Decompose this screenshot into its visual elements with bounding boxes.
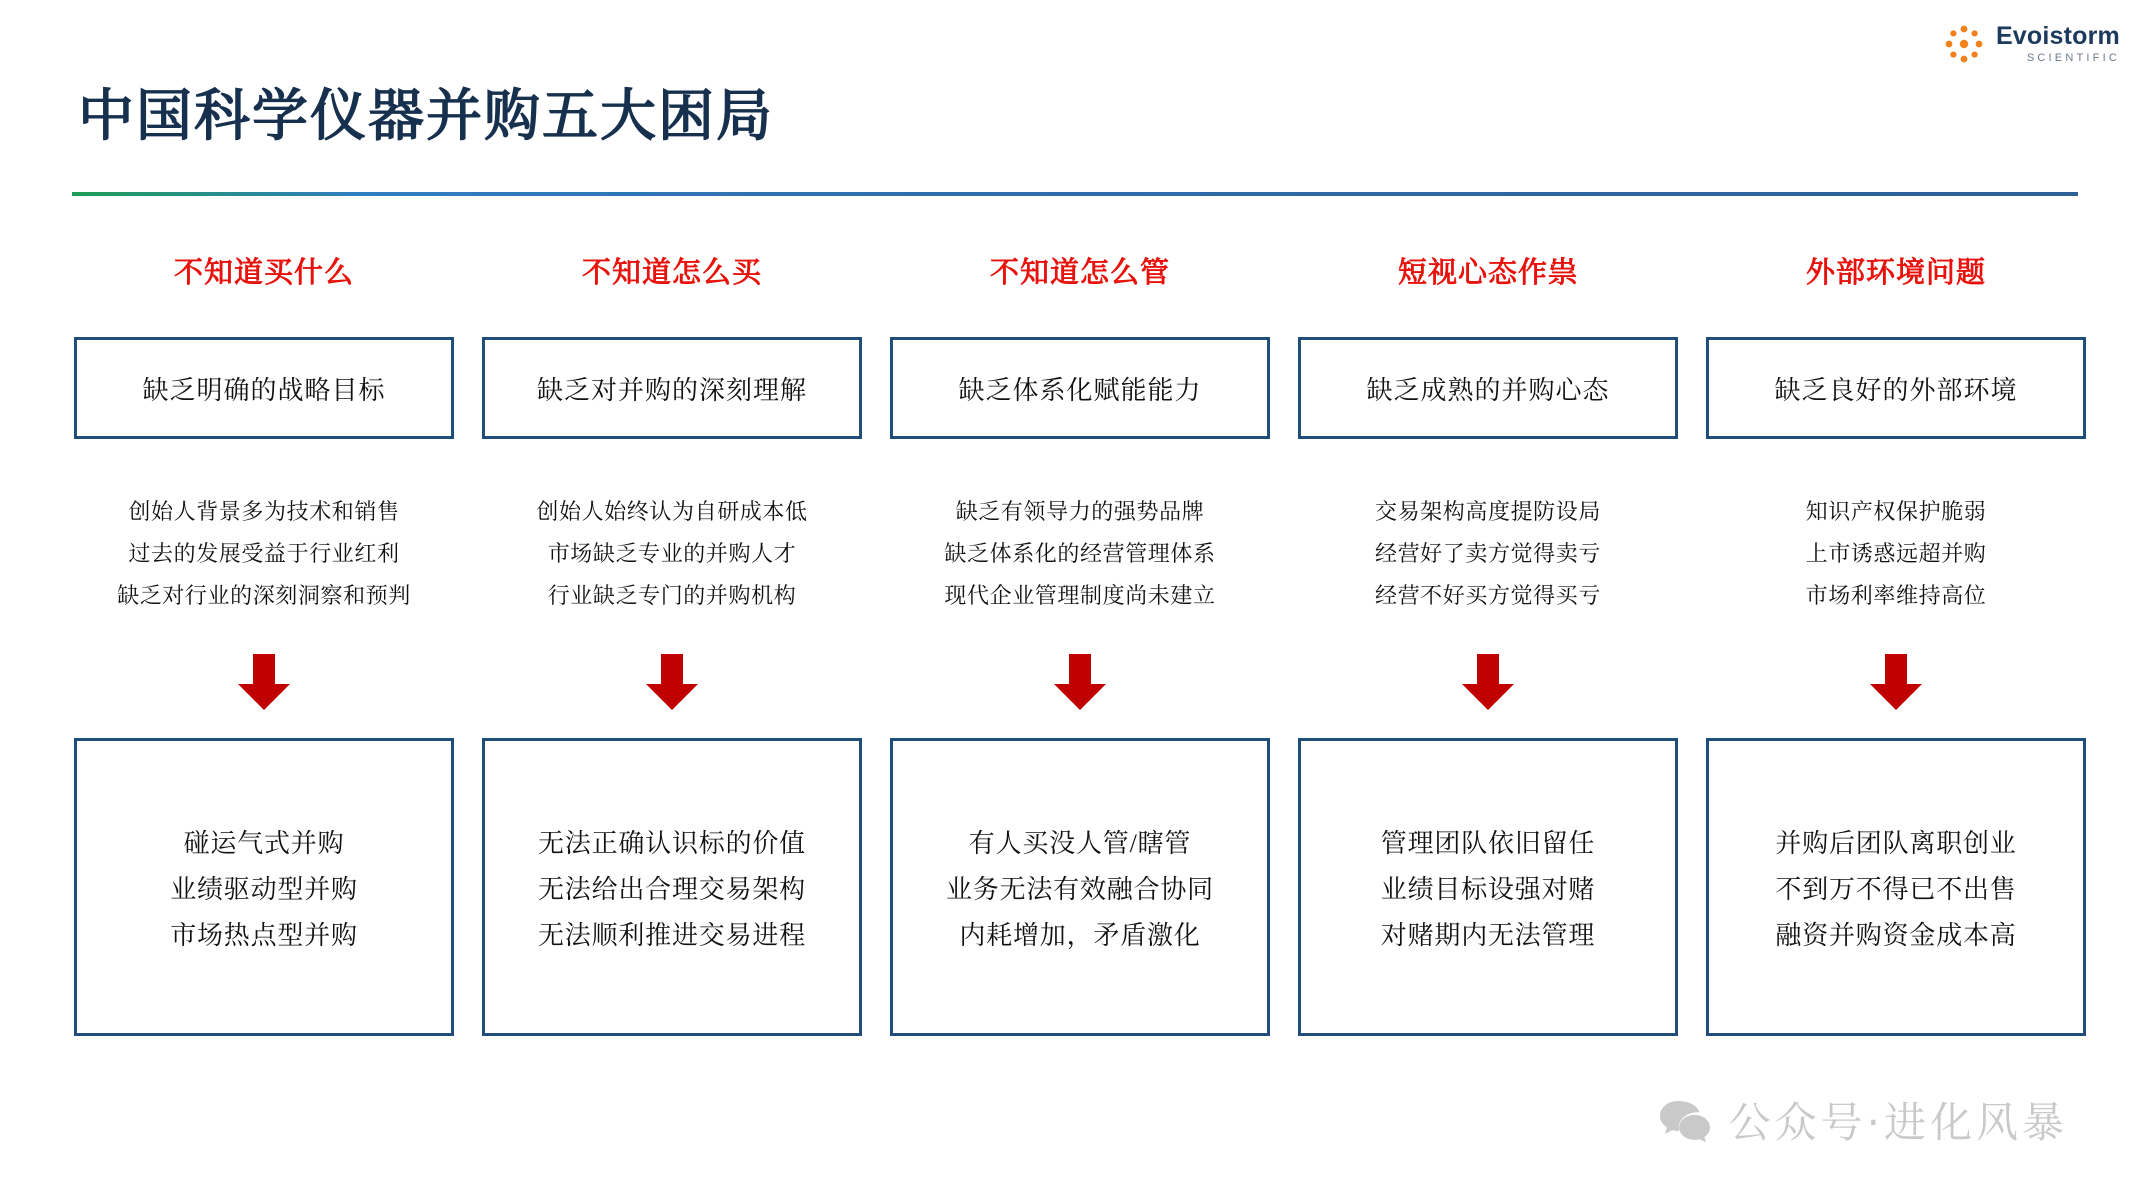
- list-item: 创始人始终认为自研成本低: [536, 499, 808, 524]
- problem-box: 缺乏良好的外部环境: [1706, 337, 2086, 439]
- list-item: 知识产权保护脆弱: [1805, 499, 1987, 524]
- bullet-list: [890, 495, 1270, 610]
- outcome-line: 无法顺利推进交易进程: [537, 920, 806, 950]
- list-item: 创始人背景多为技术和销售: [128, 499, 400, 524]
- outcome-line: 内耗增加，矛盾激化: [959, 920, 1201, 950]
- title-divider: [72, 192, 2078, 196]
- list-item: 经营好了卖方觉得卖亏: [1374, 541, 1601, 566]
- brand-name: Evoistorm: [1995, 22, 2120, 50]
- flower-burst-logo-icon: [1942, 22, 1986, 66]
- wechat-icon: [1659, 1098, 1711, 1142]
- list-item: 缺乏对行业的深刻洞察和预判: [117, 583, 411, 608]
- outcome-box: [1706, 738, 2086, 1036]
- bullet-list: [1706, 495, 2086, 610]
- list-item: 市场利率维持高位: [1805, 583, 1987, 608]
- list-item: 缺乏有领导力的强势品牌: [955, 499, 1205, 524]
- column-heading: 不知道买什么: [173, 255, 354, 289]
- page-title: 中国科学仪器并购五大困局: [78, 84, 774, 149]
- outcome-line: 不到万不得已不出售: [1775, 874, 2017, 904]
- list-item: 上市诱惑远超并购: [1805, 541, 1987, 566]
- bullet-list: [74, 495, 454, 610]
- bullet-list: [482, 495, 862, 610]
- outcome-line: 管理团队依旧留任: [1380, 828, 1596, 858]
- outcome-box: [74, 738, 454, 1036]
- list-item: 现代企业管理制度尚未建立: [944, 583, 1216, 608]
- problem-box: 缺乏明确的战略目标: [74, 337, 454, 439]
- outcome-line: 业绩驱动型并购: [170, 874, 358, 904]
- list-item: 交易架构高度提防设局: [1374, 499, 1601, 524]
- column-5: [1692, 250, 2100, 1036]
- down-arrow-icon: [238, 654, 290, 710]
- column-1: [60, 250, 468, 1036]
- outcome-box: [1298, 738, 1678, 1036]
- outcome-line: 融资并购资金成本高: [1775, 920, 2017, 950]
- columns-container: [60, 250, 2100, 1036]
- list-item: 缺乏体系化的经营管理体系: [944, 541, 1216, 566]
- column-4: [1284, 250, 1692, 1036]
- outcome-box: [482, 738, 862, 1036]
- list-item: 市场缺乏专业的并购人才: [547, 541, 797, 566]
- problem-box: 缺乏成熟的并购心态: [1298, 337, 1678, 439]
- outcome-line: 无法正确认识标的价值: [537, 828, 806, 858]
- problem-box: 缺乏体系化赋能能力: [890, 337, 1270, 439]
- outcome-line: 并购后团队离职创业: [1775, 828, 2017, 858]
- outcome-line: 对赌期内无法管理: [1380, 920, 1596, 950]
- column-3: [876, 250, 1284, 1036]
- outcome-box: [890, 738, 1270, 1036]
- list-item: 经营不好买方觉得买亏: [1374, 583, 1601, 608]
- column-heading: 外部环境问题: [1805, 255, 1986, 289]
- down-arrow-icon: [1870, 654, 1922, 710]
- list-item: 行业缺乏专门的并购机构: [547, 583, 797, 608]
- column-heading: 不知道怎么买: [581, 255, 762, 289]
- outcome-line: 业绩目标设强对赌: [1380, 874, 1596, 904]
- bullet-list: [1298, 495, 1678, 610]
- column-2: [468, 250, 876, 1036]
- watermark: [1659, 1090, 2068, 1150]
- watermark-text: 公众号·进化风暴: [1728, 1098, 2068, 1147]
- brand-subtitle: SCIENTIFIC: [2026, 52, 2120, 64]
- down-arrow-icon: [1462, 654, 1514, 710]
- outcome-line: 市场热点型并购: [170, 920, 358, 950]
- list-item: 过去的发展受益于行业红利: [128, 541, 400, 566]
- column-heading: 短视心态作祟: [1397, 255, 1578, 289]
- column-heading: 不知道怎么管: [989, 255, 1170, 289]
- problem-box: 缺乏对并购的深刻理解: [482, 337, 862, 439]
- outcome-line: 无法给出合理交易架构: [537, 874, 806, 904]
- down-arrow-icon: [1054, 654, 1106, 710]
- outcome-line: 碰运气式并购: [183, 828, 345, 858]
- outcome-line: 业务无法有效融合协同: [945, 874, 1214, 904]
- brand-logo: [1942, 22, 2120, 66]
- down-arrow-icon: [646, 654, 698, 710]
- outcome-line: 有人买没人管/瞎管: [968, 828, 1192, 858]
